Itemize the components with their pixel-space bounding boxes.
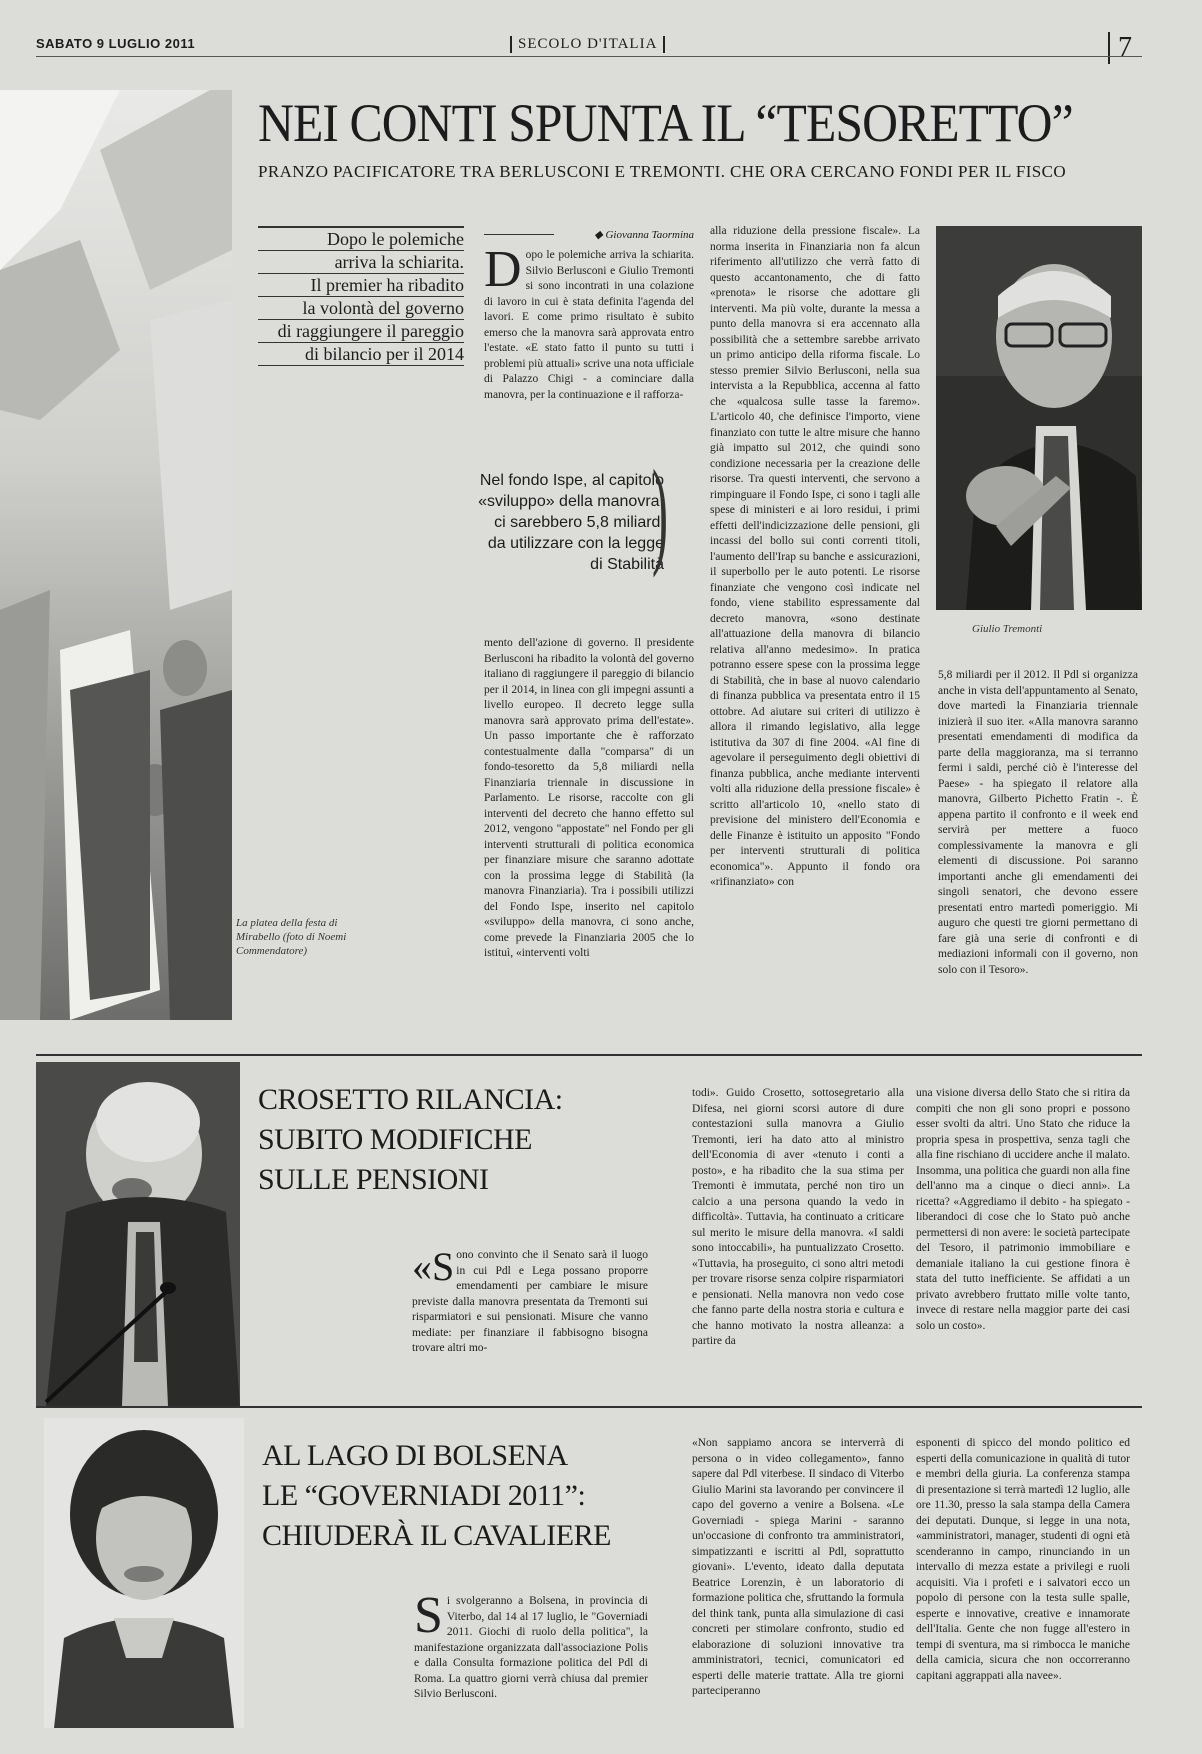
bolsena-col1-text: i svolgeranno a Bolsena, in provincia di Viterbo, dal 14 al 17 luglio, le "Governiadi 2011. Giochi di ruolo della politica", la manifestazione organizzata dall'associazione Polis e dalla Consulta formazione politica del Pdl di Roma. La quattro giorni verrà chiusa dal premier Silvio Berlusconi. — [414, 1595, 648, 1700]
crosetto-headline-line: SUBITO MODIFICHE — [258, 1123, 532, 1156]
photo-crosetto — [36, 1062, 240, 1406]
crosetto-col1 — [412, 1248, 648, 1378]
bolsena-headline-line: LE “GOVERNIADI 2011”: — [262, 1479, 586, 1512]
pull-quote: Nel fondo Ispe, al capitolo «sviluppo» della manovra, ci sarebbero 5,8 miliardi da utilizzare con la legge di Stabilità — [478, 472, 664, 573]
bolsena-headline-line: AL LAGO DI BOLSENA — [262, 1439, 568, 1472]
drop-cap: D — [484, 248, 522, 298]
crosetto-quote-open: «S — [412, 1248, 455, 1289]
bolsena-headline — [262, 1436, 682, 1556]
header-date: SABATO 9 LUGLIO 2011 — [36, 36, 196, 51]
summary-line: arriva la schiarita. — [258, 251, 464, 274]
summary-line: Il premier ha ribadito — [258, 274, 464, 297]
section-divider — [36, 1406, 1142, 1408]
crosetto-headline — [258, 1080, 678, 1200]
main-headline: NEI CONTI SPUNTA IL “TESORETTO” — [258, 93, 1073, 153]
photo-lorenzin — [44, 1418, 244, 1728]
summary-line: di raggiungere il pareggio — [258, 320, 464, 343]
main-col3: 5,8 miliardi per il 2012. Il Pdl si organizza anche in vista dell'appuntamento al Senato, dove martedì la Finanziaria triennale inizierà il suo iter. «Alla manovra saranno presentati emendamenti di modifica da parte della maggioranza, ma si terranno fermi i saldi, perché ciò è l'interesse del Paese» - ha spiegato il relatore alla manovra, Gilberto Pichetto Fratin -. È appena partito il confronto e il week end servirà per mettere a fuoco complessivamente la manovra e gli elementi di discussione. Poi saranno importanti anche gli emendamenti dei singoli senatori, che devono essere presentati entro martedì pomeriggio. Mi auguro che questi tre giorni permettano di fare già una serie di confronti e di mediazioni informali con il governo, non solo con il Tesoro». — [938, 669, 1138, 976]
crosetto-headline-line: CROSETTO RILANCIA: — [258, 1083, 563, 1116]
summary-line: la volontà del governo — [258, 297, 464, 320]
bolsena-headline-line: CHIUDERÀ IL CAVALIERE — [262, 1519, 611, 1552]
byline: ◆ Giovanna Taormina — [484, 228, 694, 241]
section-divider — [36, 1054, 1142, 1056]
crosetto-col1-text: ono convinto che il Senato sarà il luogo in cui Pdl e Lega possano proporre emendamenti per cambiare le misure previste dalla manovra presentata da Tremonti sui risparmiatori e sui pensionati. Misure che vanno mediate: per finanziare il fabbisogno bisogna trovare altri mo- — [412, 1249, 648, 1354]
photo-festa-mirabello — [0, 90, 232, 1020]
drop-cap: S — [414, 1594, 443, 1644]
main-col2: alla riduzione della pressione fiscale». La norma inserita in Finanziaria non fa alcun riferimento all'utilizzo che verrà fatto di questo accantonamento, che di fatto «prenota» le risorse che adottare gli interventi. Ma più volte, durante la messa a punto della manovra si era accennato alla possibilità che a settembre sarebbe arrivato un primo anticipo della riforma fiscale. Lo stesso premier Silvio Berlusconi, nella sua intervista a la Repubblica, accenna al fatto che «qualcosa sulle tasse la faremo». L'articolo 40, che definisce l'importo, viene finanziato con tutte le altre misure che hanno già impatto sul 2012, che quindi sono condizione necessaria per la creazione delle risorse. Tra questi interventi, che servono a rimpinguare il Fondo Ispe, ci sono i tagli alle spese di ministeri e ai loro residui, i primi effetti dell'indicizzazione delle pensioni, gli incassi del bollo sui conti correnti titoli, l'aumento dell'Irap su banche e assicurazioni, il superbollo per le auto potenti. Le risorse finanziate che vengono così indicate nel fondo, viene stabilito espressamente dal decreto manovra, «sono destinate all'attuazione della manovra di bilancio relativa all'anno medesimo». In pratica potranno essere spese con la prossima legge di Stabilità, che in base al nuovo calendario di finanza pubblica va presentata entro il 15 ottobre. Ad aiutare sui criteri di utilizzo è allora il rimando legislativo, alla legge istitutiva da 307 di fine 2004. «Al fine di agevolare il perseguimento degli obiettivi di finanza pubblica, anche mediante interventi volti alla riduzione della pressione fiscale» è scritto all'articolo 10, «nello stato di previsione del ministero dell'Economia e delle Finanze è istituito un apposito "Fondo per interventi strutturali di politica economica"». Appunto il fondo ora «rifinanziato» con — [710, 225, 920, 888]
photo-tremonti — [936, 226, 1142, 610]
header-page-number: 7 — [1108, 32, 1132, 64]
summary-line: Dopo le polemiche — [258, 226, 464, 251]
main-col1-top-text: opo le polemiche arriva la schiarita. Silvio Berlusconi e Giulio Tremonti si sono incontrati in una colazione di lavoro in cui è stata definita l'agenda del lavori. E come primo risultato è subito emerso che la manovra sarà approvata entro l'estate. «E stato fatto il punto su tutti i problemi più attuali» scrive una nota ufficiale di Palazzo Chigi - a cominciare dalla manovra, per la continuazione e il rafforza- — [484, 249, 694, 401]
header-rule — [36, 56, 1142, 57]
header-paper-name: SECOLO D'ITALIA — [510, 36, 665, 53]
bolsena-col2: «Non sappiamo ancora se interverrà di persona o in video collegamento», fanno sapere dal Pdl viterbese. Il sindaco di Viterbo Giulio Marini sta lavorando per convincere il capo del governo a venire a Bolsena. «Le Governiadi - spiega Marini - saranno un'occasione di confronto tra amministratori, simpatizzanti e iscritti al Pdl, soprattutto giovani». L'evento, ideato dalla deputata Beatrice Lorenzin, è un laboratorio di formazione politica che, sfruttando la formula del think tank, punta alla simulazione di casi concreti per stimolare confronto, studio ed elaborazione di soluzioni innovative tra amministratori, tecnici, comunicatori ed esperti delle materie trattate. Alla tre giorni parteciperanno — [692, 1437, 904, 1697]
summary-line: di bilancio per il 2014 — [258, 343, 464, 366]
bolsena-col1 — [414, 1594, 648, 1730]
photo-festa-caption: La platea della festa di Mirabello (foto di Noemi Commendatore) — [236, 917, 347, 957]
main-subheadline: PRANZO PACIFICATORE TRA BERLUSCONI E TREMONTI. CHE ORA CERCANO FONDI PER IL FISCO — [258, 162, 1067, 181]
main-col1-top — [484, 248, 694, 446]
photo-tremonti-caption: Giulio Tremonti — [972, 623, 1043, 635]
main-summary — [258, 226, 464, 366]
crosetto-col2: todi». Guido Crosetto, sottosegretario alla Difesa, nei giorni scorsi autore di dure contestazioni sulla manovra a Giulio Tremonti, ieri ha dato atto al ministro dell'Economia di aver «tenuto i conti a posto», e ha ribadito che la sua stima per Tremonti è immutata, perché non tiro un calcio a una persona quando la vedo in difficoltà». Tuttavia, ha continuato a criticare sul merito le misure della manovra. «I saldi sono intoccabili», ha puntualizzato Crosetto. «Tuttavia, ha proseguito, ci sono altri metodi per trovare risorse senza colpire risparmiatori e pensionati. Nella manovra non vedo cose che fanno parte della nostra storia e cultura e che hanno motivato la nostra alleanza: a partire da — [692, 1087, 904, 1347]
crosetto-headline-line: SULLE PENSIONI — [258, 1163, 489, 1196]
main-col1-bottom: mento dell'azione di governo. Il presidente Berlusconi ha ribadito la volontà del governo italiano di raggiungere il pareggio di bilancio per il 2014, in linea con gli impegni assunti a livello europeo. Il decreto legge sulla manovra sarà approvato prima dell'estate». Un passo importante che è rafforzato contestualmente dalla "comparsa" di un fondo-tesoretto da 5,8 miliardi nella Finanziaria triennale in discussione in Parlamento. Le risorse, raccolte con gli interventi del decreto che hanno effetto sul 2012, vengono "appostate" nel Fondo per gli interventi strutturali di politica economica per finanziare misure che saranno adottate con la prossima legge di Stabilità (la manovra Finanziaria). Tra i possibili utilizzi del Fondo Ispe, inserito nel capitolo «sviluppo» della manovra, ci sono anche, come prevede la Finanziaria 2005 che lo istituì, «interventi volti — [484, 637, 694, 959]
bolsena-col3: esponenti di spicco del mondo politico ed esperti della comunicazione in qualità di tutor e membri della giuria. La conferenza stampa di presentazione si terrà martedì 12 luglio, alle ore 11.30, presso la sala stampa della Camera dei deputati. Dunque, si legge in una nota, «amministratori, manager, studenti di ogni età scenderanno in campo, rinunciando in un intervallo di mezza estate a privilegi e ruoli acquisiti. Via i profeti e i salvatori ecco un popolo di persone con la testa sulle spalle, esperte e innovative, creative e innamorate dell'Italia. Gente che non fugge all'estero in tempi di sventura, ma si rimbocca le maniche della camicia, sicura che non occorreranno capitani aggrappati alla navee». — [916, 1437, 1130, 1682]
pull-quote-bracket: ) — [652, 445, 668, 578]
crosetto-col3: una visione diversa dello Stato che si ritira da compiti che non gli sono propri e possono esser svolti da altri. Uno Stato che riduce la propria spesa in prospettiva, senza tagli che alla fine rischiano di uccidere anche il malato. Insomma, una politica che guardi non alla fine dell'anno ma a cinque o dieci anni». La ricetta? «Aggrediamo il debito - ha spiegato - liberandoci di cose che lo Stato può anche permettersi di non avere: le società partecipate del Tesoro, il patrimonio immobiliare e demaniale italiano la cui gestione finora è stata del tutto inefficiente. Se affidati a un privato avrebbero fruttato mille volte tanto, invece di restare nella maggior parte dei casi solo un costo». — [916, 1087, 1130, 1332]
